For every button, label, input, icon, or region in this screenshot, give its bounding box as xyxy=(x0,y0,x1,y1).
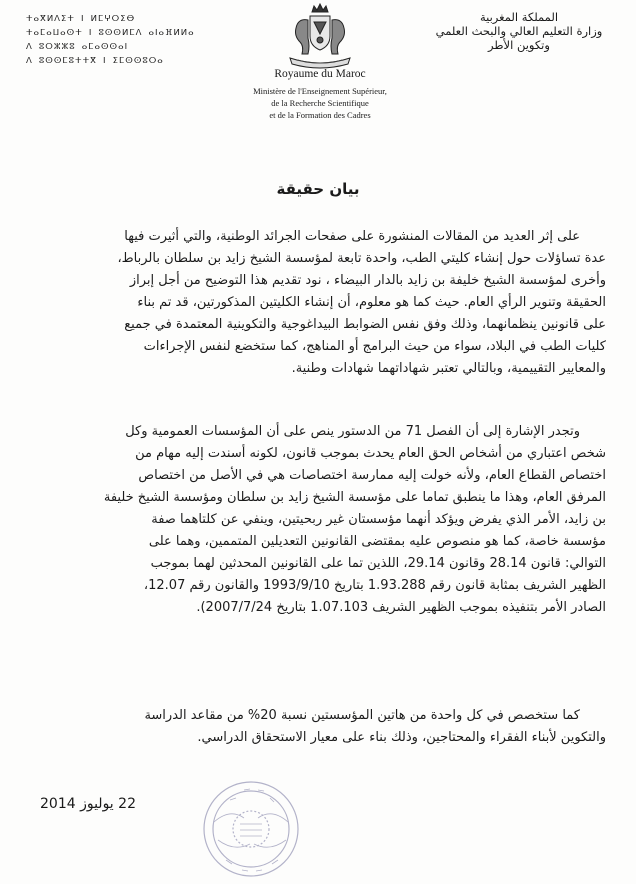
paragraph-1 xyxy=(36,226,606,380)
text-line: بن زايد، الأمر الذي يفرض ويؤكد أنهما مؤسستان غير ربحيتين، وينفي عن كلتاهما صفة xyxy=(151,512,606,527)
document-date: 22 يوليوز 2014 xyxy=(40,796,136,812)
ministry-name xyxy=(230,85,410,121)
text-line: عدة تساؤلات حول إنشاء كليتي الطب، واحدة تابعة لمؤسسة الشيخ زايد بن سلطان بالرباط، xyxy=(117,251,606,266)
text-line: المرفق العام، وهذا ما ينطبق تماما على مؤسسة الشيخ زايد بن سلطان ومؤسسة الشيخ خليفة xyxy=(103,490,606,505)
tifinagh-letterhead xyxy=(26,12,196,68)
tifinagh-letterhead-line: ⴷ ⵓⵙⵙⵎⵓⵜⵜⴳ ⵏ ⵉⵎⵙⵙⵓⵔⴰ xyxy=(26,56,164,66)
official-stamp-icon xyxy=(200,778,302,880)
ministry-line: Ministère de l'Enseignement Supérieur, xyxy=(253,86,387,96)
ministry-line: et de la Formation des Cadres xyxy=(269,110,371,120)
text-line: وأخرى لمؤسسة الشيخ خليفة بن زايد بالدار البيضاء ، نود تقديم هذا التوضيح من أجل إبراز xyxy=(129,273,606,288)
text-line: والمعايير التقييمية، وبالتالي تعتبر شهاداتهما شهادات وطنية. xyxy=(291,361,606,376)
text-line: كما ستخصص في كل واحدة من هاتين المؤسستين نسبة 20% من مقاعد الدراسة xyxy=(144,708,580,723)
ministry-line: de la Recherche Scientifique xyxy=(271,98,369,108)
tifinagh-letterhead-line: ⵜⴰⴳⵍⴷⵉⵜ ⵏ ⵍⵎⵖⵔⵉⴱ xyxy=(26,14,136,24)
text-line: شخص اعتباري من أشخاص الحق العام يحدث بموجب قانون، لكونه أسندت إليه مهام من xyxy=(135,446,606,461)
arabic-letterhead-line: وتكوين الأطر xyxy=(488,38,550,52)
arabic-letterhead-line: وزارة التعليم العالي والبحث العلمي xyxy=(435,24,603,38)
text-line: على قانونين ينظمانهما، وذلك وفق نفس الضوابط البيداغوجية والتكوينية المعتمدة في جميع xyxy=(124,317,606,332)
french-letterhead xyxy=(230,68,410,121)
text-line: الصادر الأمر بتنفيذه بموجب الظهير الشريف 1.07.103 بتاريخ 2007/7/24). xyxy=(196,600,606,615)
text-line: الظهير الشريف بمثابة قانون رقم 1.93.288 بتاريخ 1993/9/10 والقانون رقم 12.07، xyxy=(143,578,606,593)
coat-of-arms-icon xyxy=(280,2,360,70)
text-line: وتجدر الإشارة إلى أن الفصل 71 من الدستور ينص على أن المؤسسات العمومية وكل xyxy=(125,424,580,439)
text-line: والتكوين لأبناء الفقراء والمحتاجين، وذلك بناء على معيار الاستحقاق الدراسي. xyxy=(197,730,606,745)
text-line: اختصاص القطاع العام، ولأنه خولت إليه ممارسة اختصاصات هي في الأصل من اختصاص xyxy=(138,468,606,483)
paragraph-3 xyxy=(36,705,606,749)
text-line: الحقيقة وتنوير الرأي العام. حيث كما هو معلوم، أن إنشاء الكليتين المذكورتين، قد تم بناء xyxy=(137,295,606,310)
text-line: كليات الطب في البلاد، سواء من حيث البرامج أو المناهج، كما ستخضع لنفس الإجراءات xyxy=(143,339,606,354)
document-title: بيان حقيقة xyxy=(276,180,360,198)
arabic-letterhead-line: المملكة المغربية xyxy=(479,10,559,24)
kingdom-name: Royaume du Maroc xyxy=(274,68,366,80)
paragraph-2 xyxy=(36,421,606,619)
text-line: على إثر العديد من المقالات المنشورة على صفحات الجرائد الوطنية، والتي أثيرت فيها xyxy=(124,229,580,244)
tifinagh-letterhead-line: ⴷ ⵓⵔⵣⵣⵓ ⴰⵎⴰⵙⵙⴰⵏ xyxy=(26,42,129,52)
tifinagh-letterhead-line: ⵜⴰⵎⴰⵡⴰⵙⵜ ⵏ ⵓⵙⵙⵍⵎⴷ ⴰⵏⴰⴼⵍⵍⴰ xyxy=(26,28,195,38)
text-line: مؤسسة خاصة، كما هو منصوص عليه بمقتضى القانونين التعديلين المتممين، وهما على xyxy=(148,534,606,549)
arabic-letterhead xyxy=(424,10,614,52)
text-line: التوالي: قانون 28.14 وقانون 29.14، اللذين تما على القانونين المحدثين لهما بموجب xyxy=(150,556,606,571)
